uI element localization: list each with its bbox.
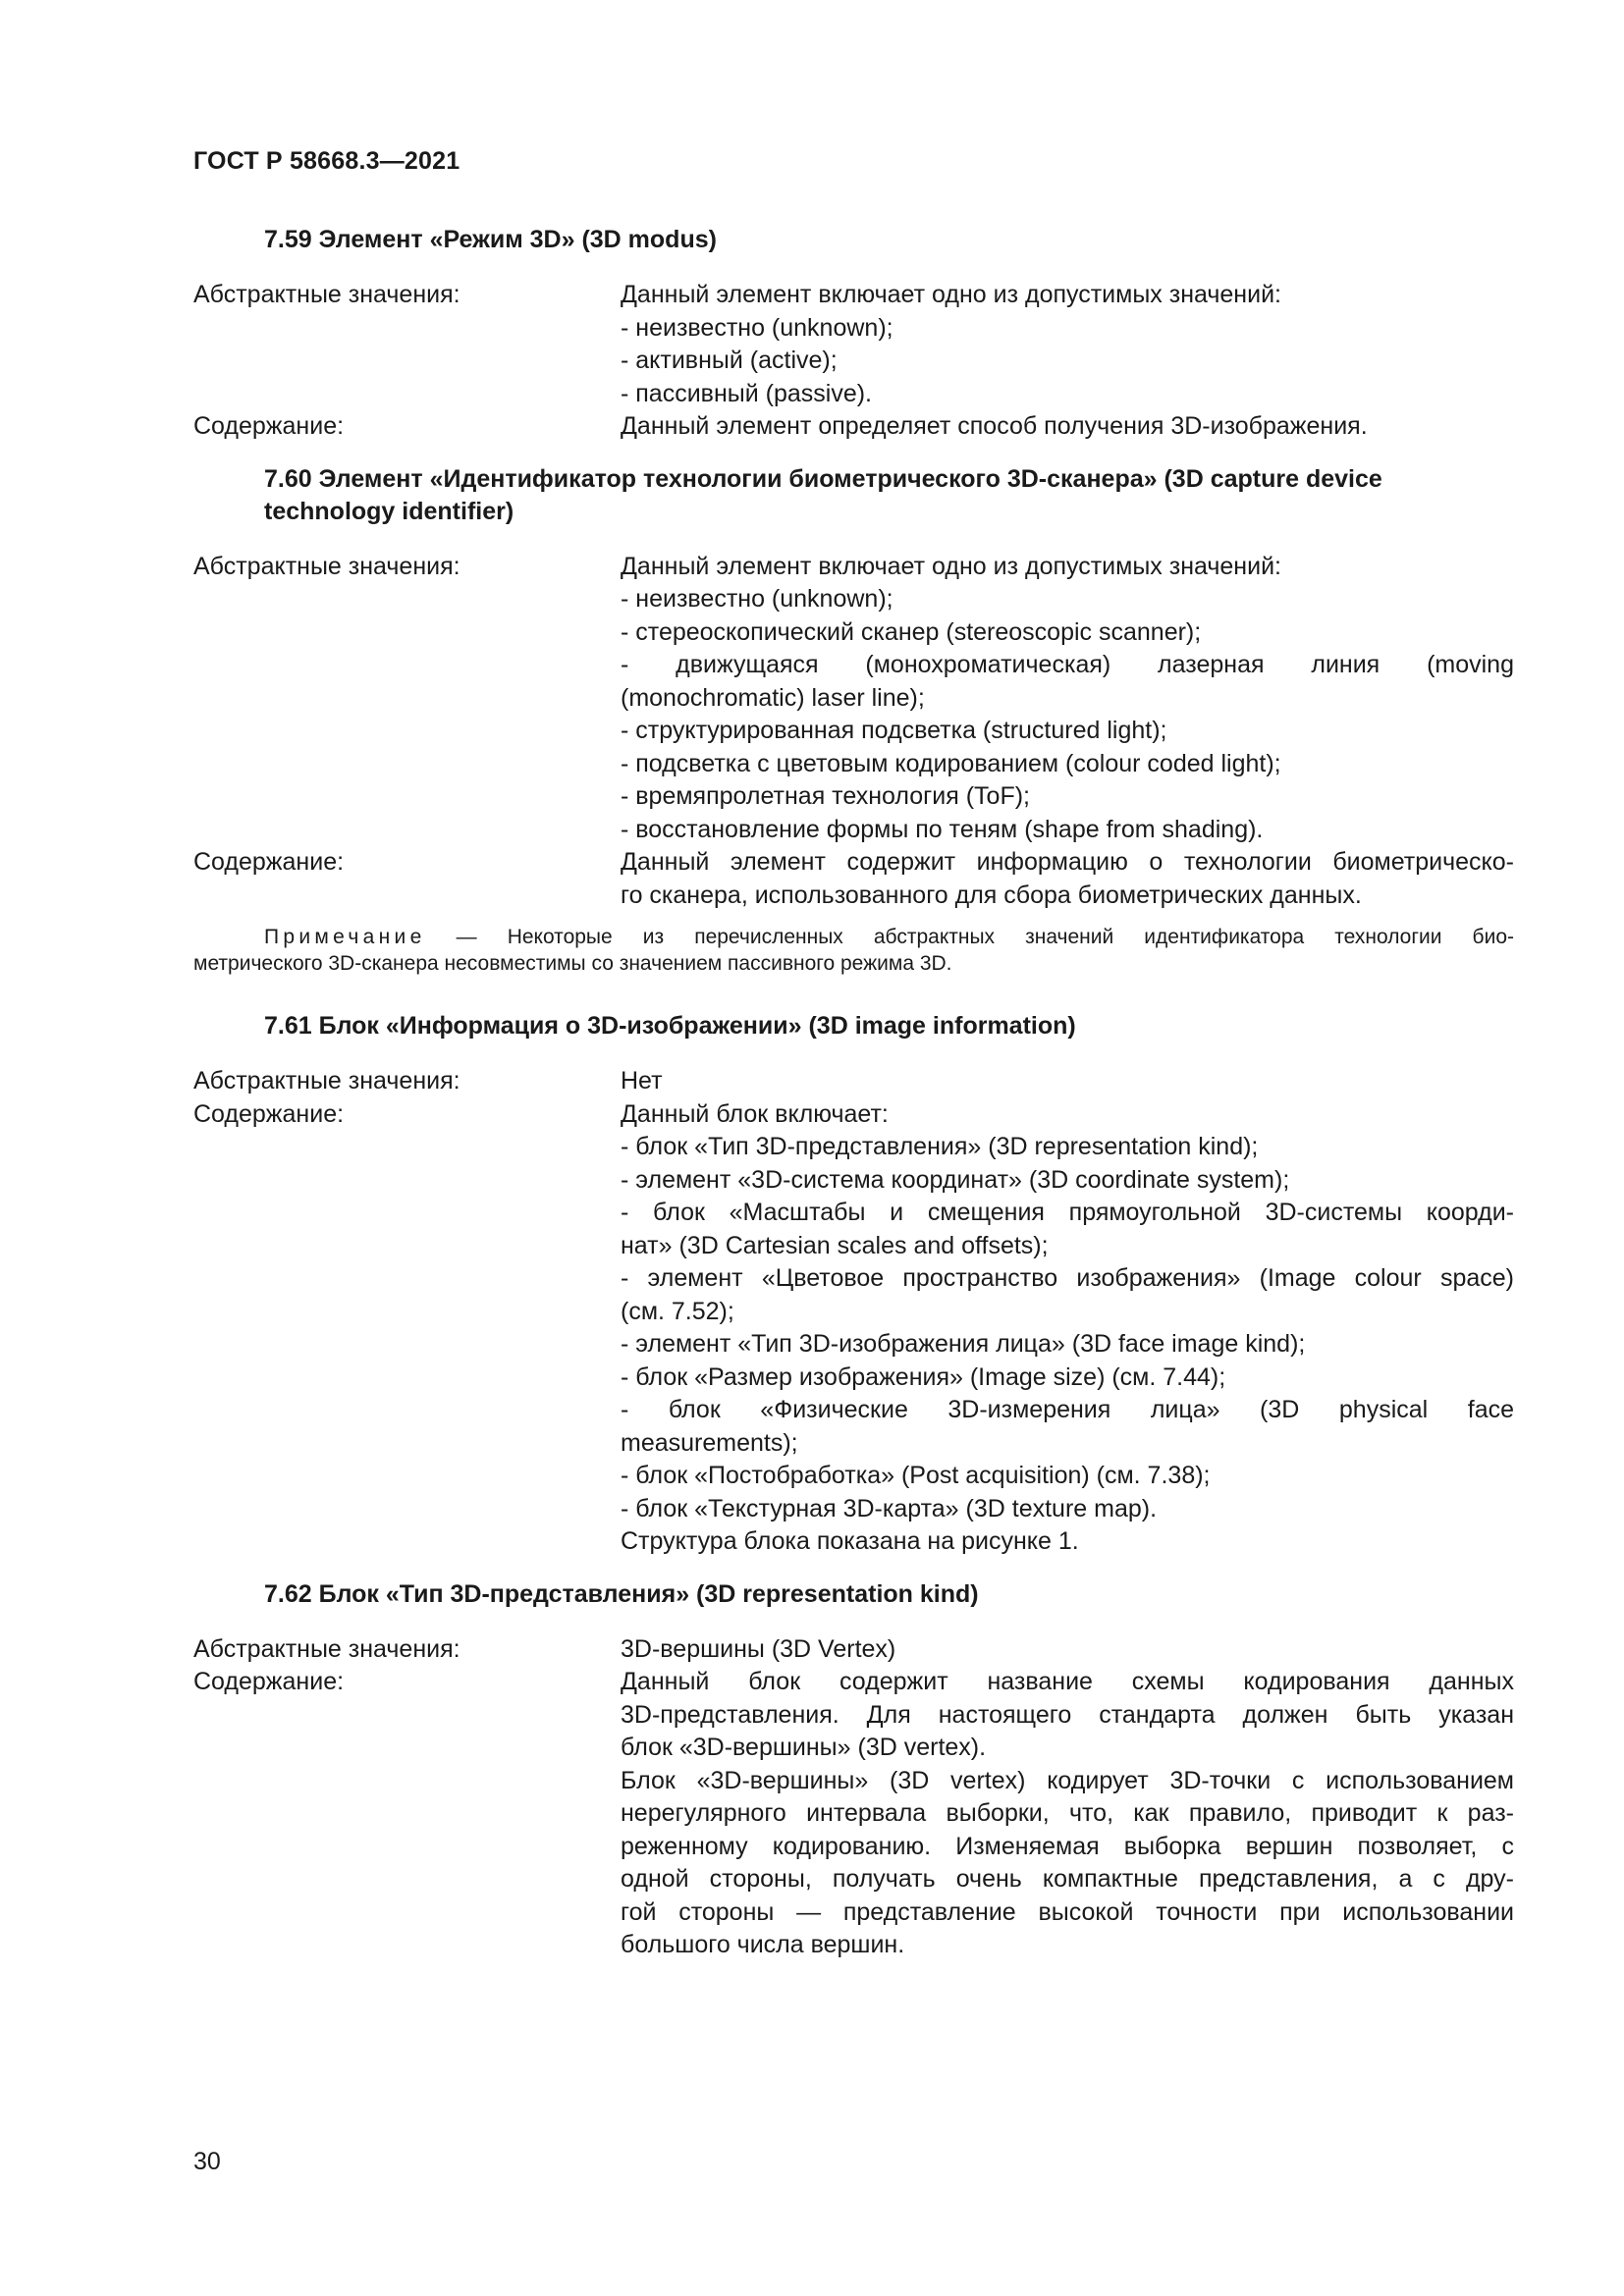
value-line: Структура блока показана на рисунке 1. [621, 1527, 1079, 1555]
section-heading: 7.59 Элемент «Режим 3D» (3D modus) [264, 226, 717, 253]
value-line: - восстановление формы по теням (shape from shading). [621, 815, 1264, 843]
value-line: - блок «Тип 3D-представления» (3D representation kind); [621, 1133, 1259, 1160]
page-number: 30 [193, 2148, 221, 2175]
heading-line: 7.60 Элемент «Идентификатор технологии биометрического 3D-сканера» (3D capture device [264, 464, 1382, 493]
value-line: 3D-вершины (3D Vertex) [621, 1634, 896, 1663]
value-line: Блок «3D-вершины» (3D vertex) кодирует 3D-точки с использованием [621, 1766, 1514, 1794]
note-line [193, 924, 1514, 950]
value-line: - блок «Постобработка» (Post acquisition) (см. 7.38); [621, 1462, 1211, 1489]
section-heading: 7.62 Блок «Тип 3D-представления» (3D representation kind) [264, 1579, 979, 1608]
value-line: - пассивный (passive). [621, 379, 873, 407]
value-line: - активный (active); [621, 347, 838, 374]
content-row [193, 410, 1514, 444]
content-text [621, 846, 1514, 912]
value-line: блок «3D-вершины» (3D vertex). [621, 1734, 987, 1761]
value-line: большого числа вершин. [621, 1931, 905, 1958]
heading-line: technology identifier) [264, 497, 514, 525]
value-line: нерегулярного интервала выборки, что, как правило, приводит к раз- [621, 1799, 1514, 1827]
abstract-values-row [193, 279, 1514, 410]
content-text [621, 1666, 1514, 1962]
content-text [621, 410, 1514, 444]
value-line: - неизвестно (unknown); [621, 313, 893, 342]
value-line: Данный блок включает: [621, 1099, 889, 1128]
content-label: Содержание: [193, 1668, 345, 1695]
value-line: - элемент «3D-система координат» (3D coordinate system); [621, 1165, 1290, 1194]
value-line: нат» (3D Cartesian scales and offsets); [621, 1231, 1049, 1259]
value-line: - стереоскопический сканер (stereoscopic scanner); [621, 617, 1202, 646]
abstract-values-text [621, 279, 1514, 410]
content-text [621, 1098, 1514, 1559]
document-id-header: ГОСТ Р 58668.3—2021 [193, 147, 460, 175]
abstract-values-label: Абстрактные значения: [193, 1634, 460, 1663]
value-line: - подсветка с цветовым кодированием (colour coded light); [621, 749, 1281, 777]
value-line: - блок «Масштабы и смещения прямоугольной 3D-системы коорди- [621, 1199, 1514, 1226]
value-line: - движущаяся (монохроматическая) лазерная линия (moving [621, 651, 1514, 678]
abstract-values-label: Абстрактные значения: [193, 281, 460, 308]
abstract-values-row [193, 1633, 1514, 1667]
value-line: - блок «Текстурная 3D-карта» (3D texture map). [621, 1494, 1158, 1522]
value-line: (monochromatic) laser line); [621, 683, 925, 712]
value-line: - неизвестно (unknown); [621, 585, 893, 613]
content-label: Содержание: [193, 412, 345, 440]
content-label: Содержание: [193, 1099, 345, 1128]
abstract-values-text [621, 551, 1514, 847]
value-line: Данный блок содержит название схемы кодирования данных [621, 1668, 1514, 1695]
value-line: Нет [621, 1067, 663, 1095]
content-row [193, 846, 1514, 912]
value-line: - элемент «Цветовое пространство изображения» (Image colour space) [621, 1264, 1514, 1292]
note-block [193, 924, 1514, 977]
value-line: - блок «Размер изображения» (Image size) (см. 7.44); [621, 1362, 1226, 1391]
section-7-59 [193, 224, 1514, 444]
abstract-values-row [193, 1065, 1514, 1098]
value-line: реженному кодированию. Изменяемая выборка вершин позволяет, с [621, 1832, 1514, 1860]
value-line: Данный элемент включает одно из допустимых значений: [621, 552, 1281, 580]
value-line: 3D-представления. Для настоящего стандарта должен быть указан [621, 1700, 1514, 1729]
value-line: одной стороны, получать очень компактные представления, а с дру- [621, 1865, 1514, 1893]
value-line: - времяпролетная технология (ToF); [621, 782, 1030, 810]
section-7-61 [193, 1010, 1514, 1559]
section-7-62 [193, 1578, 1514, 1962]
value-line: Данный элемент содержит информацию о технологии биометрическо- [621, 848, 1514, 876]
abstract-values-label: Абстрактные значения: [193, 1067, 460, 1095]
abstract-values-text [621, 1065, 1514, 1098]
note-label: Примечание [264, 926, 426, 948]
content-row [193, 1666, 1514, 1962]
value-line: гой стороны — представление высокой точности при использовании [621, 1897, 1514, 1926]
value-line: Данный элемент включает одно из допустимых значений: [621, 281, 1281, 308]
value-line: - блок «Физические 3D-измерения лица» (3D physical face [621, 1396, 1514, 1423]
document-body [193, 224, 1514, 1962]
note-text: — Некоторые из перечисленных абстрактных значений идентификатора технологии био- [425, 926, 1514, 948]
abstract-values-label: Абстрактные значения: [193, 552, 460, 580]
abstract-values-text [621, 1633, 1514, 1667]
content-label: Содержание: [193, 848, 345, 876]
value-line: (см. 7.52); [621, 1297, 734, 1325]
section-7-60 [193, 463, 1514, 978]
note-line: метрического 3D-сканера несовместимы со значением пассивного режима 3D. [193, 952, 952, 975]
value-line: го сканера, использованного для сбора биометрических данных. [621, 881, 1362, 909]
section-heading: 7.61 Блок «Информация о 3D-изображении» (3D image information) [264, 1012, 1076, 1040]
value-line: - структурированная подсветка (structured light); [621, 717, 1167, 744]
value-line: Данный элемент определяет способ получения 3D-изображения. [621, 412, 1368, 440]
value-line: - элемент «Тип 3D-изображения лица» (3D face image kind); [621, 1330, 1306, 1358]
value-line: measurements); [621, 1428, 798, 1457]
section-heading [193, 463, 1514, 528]
content-row [193, 1098, 1514, 1559]
abstract-values-row [193, 551, 1514, 847]
